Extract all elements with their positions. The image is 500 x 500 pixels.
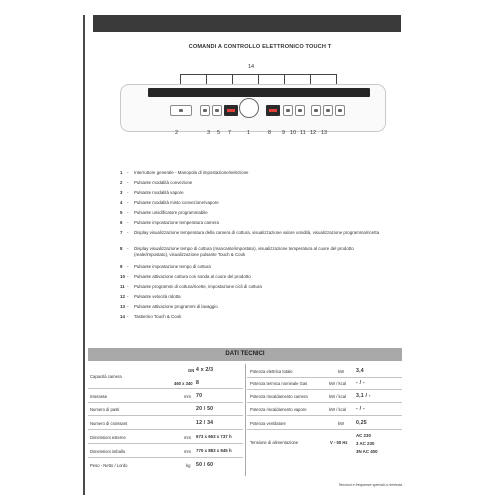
spec-value-line: AC 230	[356, 433, 371, 438]
spec-value: 4 x 2/3	[196, 367, 214, 373]
row-divider	[247, 402, 402, 403]
spec-label: Potenza ventilatore	[250, 421, 286, 426]
technical-data-title: DATI TECNICI	[225, 351, 265, 357]
row-divider	[88, 457, 243, 458]
callout-label: 1	[247, 130, 251, 136]
spec-value: 8	[196, 380, 200, 386]
row-divider	[88, 415, 243, 416]
spec-value: 770 x 883 x 845 h	[196, 448, 232, 453]
spec-value: 50 / 60	[196, 462, 214, 468]
row-divider	[88, 429, 243, 430]
spec-unit: kW	[338, 421, 345, 426]
temperature-display	[224, 105, 238, 116]
spec-value: - / -	[356, 380, 365, 386]
spec-value-line: 3 AC 230	[356, 441, 375, 446]
header-band	[93, 15, 401, 32]
callout-label: 3	[207, 130, 211, 136]
spec-unit: kW / kcal	[329, 394, 346, 399]
spec-unit: kW	[338, 369, 345, 374]
spec-label: Potenza riscaldamento camera	[250, 394, 308, 399]
callout-label: 13	[321, 130, 328, 136]
callout-label: 7	[228, 130, 232, 136]
row-divider	[247, 389, 402, 390]
control-panel-diagram	[120, 60, 390, 148]
spec-value: - / -	[356, 406, 365, 412]
callout-label: 11	[300, 130, 306, 136]
spec-label: Numero di pasti	[90, 407, 120, 412]
spec-unit: kW / kcal	[329, 381, 346, 386]
touch-cook-keypad-strip	[148, 88, 370, 97]
spec-label: Potenza riscaldamento vapore	[250, 407, 307, 412]
reduced-speed-button	[323, 105, 333, 116]
callout-label: 12	[310, 130, 317, 136]
callout-label: 8	[268, 130, 272, 136]
spec-label: Potenza termica nominale Gas	[250, 381, 308, 386]
spec-label: Numero di croissant	[90, 421, 128, 426]
spec-label: Interasse	[90, 394, 108, 399]
spec-value: 12 / 34	[196, 420, 214, 426]
spec-value: 3,4	[356, 368, 364, 374]
spec-label: Dimensioni imballo	[90, 449, 126, 454]
callout-label: 10	[290, 130, 297, 136]
left-margin-rule	[83, 15, 85, 495]
programs-button	[311, 105, 321, 116]
spec-label: Capacità camera	[90, 374, 122, 379]
selection-knob	[239, 98, 259, 118]
probe-button	[295, 105, 305, 116]
humidifier-button	[212, 105, 222, 116]
footnote: Tensioni e frequenze speciali a richiesta	[338, 483, 402, 487]
document-page: COMANDI A CONTROLLO ELETTRONICO TOUCH T 14 2 3 5 7 1 8 9 10 11 12 13 1 - Interruttore generale - Manopola di impostazione/selezione 2 - Pulsante modalità convezione 3 - Pulsante modalità vapore 4 - Pulsante modalità misto convezione/vapore 5 - Pulsante umidificatore programmabile 6 - Pulsante impostazione temperatura camera 7 - Display visualizzazione temperatura della camera di cottura, visualizzazione valore umidità, visualizzazione programma/ricetta 8 - Display visualizzazione tempo di cottura (mancante/impostato), visualizzazione temperatura al cuore del prodotto (reale/impostato), visualizzazione pulsante Touch & Cook 9 - Pulsante impostazione tempo di cottura 10 - Pulsante attivazione cottura con sonda al cuore del prodotto 11 - Pulsante programmi di cottura/ricette, impostazione cicli di cottura 12 - Pulsante velocità ridotta 13 - Pulsante attivazione programmi di lavaggio 14 - Tastierino Touch & Cook DATI TECNICI Capacità camera GN 4 x 2/3 460 x 340 8 Interasse mm 70 Numero di pasti 20 / 50 Numero di croissant 12 / 34 Dimensioni esterne mm 673 x 663 x 737 h Dimensioni imballo mm 770 x 883 x 845 h Peso - Netto / Lordo kg 50 / 60 Potenza elettrica totale kW 3,4 Potenza termica nominale Gas kW / kcal - / - Potenza riscaldamento camera kW / kcal 3,1 / - Potenza riscaldamento vapore kW / kcal - / - Potenza ventilatore kW 0,25 Tensione di alimentazione V - 50 Hz AC 230 3 AC 230 3N AC 400 Tensioni e frequenze speciali a richiesta	[0, 0, 500, 500]
technical-data-table	[88, 364, 402, 480]
spec-unit: kW / kcal	[329, 407, 346, 412]
convection-button	[170, 105, 192, 116]
steam-button	[200, 105, 210, 116]
spec-unit: mm	[184, 449, 191, 454]
spec-unit: mm	[184, 394, 191, 399]
spec-label: Peso - Netto / Lordo	[90, 463, 128, 468]
spec-value-line: 3N AC 400	[356, 449, 378, 454]
spec-value: 20 / 50	[196, 406, 214, 412]
spec-value: 0,25	[356, 420, 367, 426]
spec-unit: GN	[188, 368, 195, 373]
spec-unit: 460 x 340	[174, 381, 193, 386]
callout-label-14: 14	[248, 64, 255, 70]
row-divider	[88, 388, 243, 389]
callout-label: 5	[217, 130, 221, 136]
spec-label: Potenza elettrica totale	[250, 369, 293, 374]
row-divider	[247, 429, 402, 430]
time-display	[266, 105, 280, 116]
row-divider	[247, 377, 402, 378]
spec-value: 3,1 / -	[356, 393, 371, 399]
panel-title: COMANDI A CONTROLLO ELETTRONICO TOUCH T	[188, 44, 332, 50]
spec-label: Tensione di alimentazione	[250, 440, 299, 445]
spec-unit: kg	[186, 463, 191, 468]
spec-value: 673 x 663 x 737 h	[196, 434, 232, 439]
spec-unit: V - 50 Hz	[330, 440, 348, 445]
time-button	[283, 105, 293, 116]
washing-button	[335, 105, 345, 116]
callout-label: 2	[175, 130, 179, 136]
spec-unit: mm	[184, 435, 191, 440]
column-divider	[245, 364, 246, 476]
spec-label: Dimensioni esterne	[90, 435, 126, 440]
spec-value: 70	[196, 393, 203, 399]
callout-label: 9	[282, 130, 286, 136]
row-divider	[88, 402, 243, 403]
row-divider	[88, 443, 243, 444]
row-divider	[247, 415, 402, 416]
